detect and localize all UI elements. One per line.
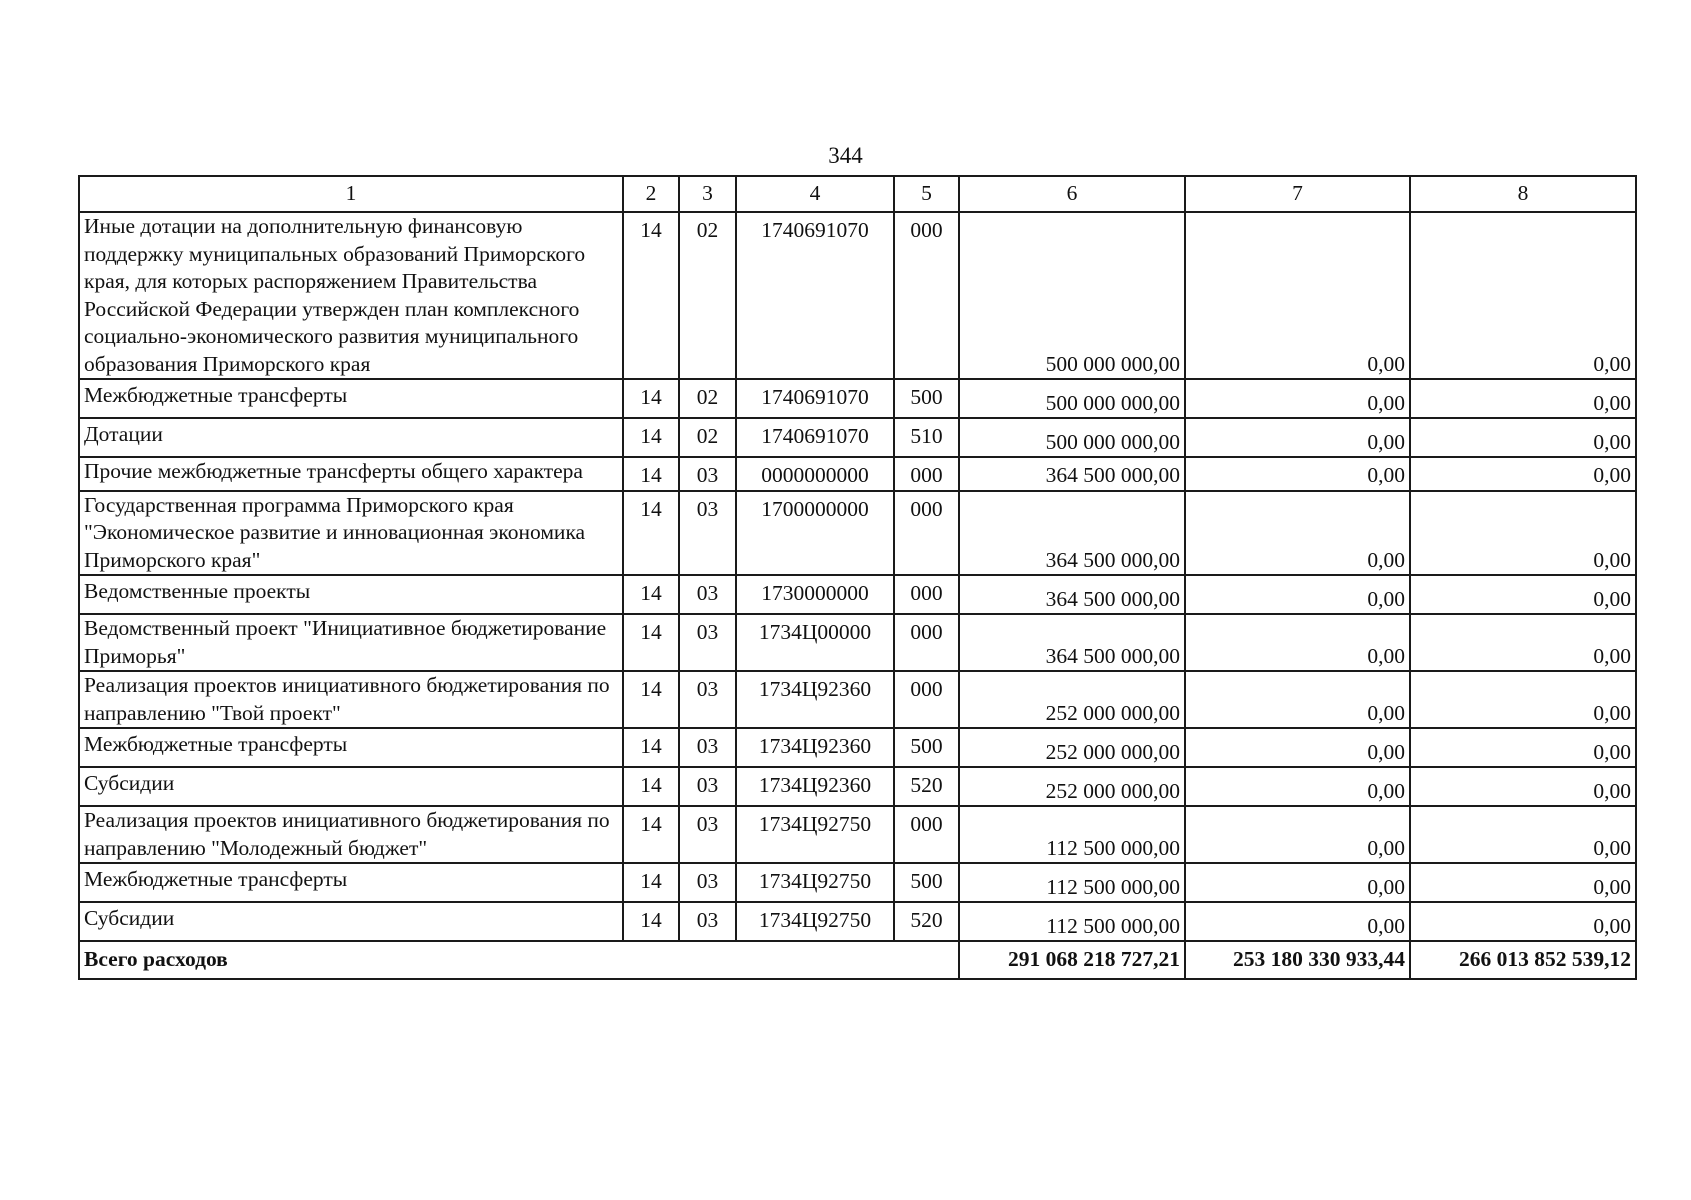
row-cell-8: 0,00 (1410, 575, 1636, 614)
row-cell-3: 03 (679, 863, 736, 902)
row-cell-7: 0,00 (1185, 212, 1410, 379)
table-row (79, 902, 1636, 941)
row-name-cell: Субсидии (79, 902, 623, 941)
row-cell-8: 0,00 (1410, 379, 1636, 418)
row-cell-2: 14 (623, 418, 679, 457)
row-cell-6: 500 000 000,00 (959, 418, 1185, 457)
row-cell-5: 500 (894, 863, 959, 902)
row-cell-7: 0,00 (1185, 806, 1410, 863)
row-cell-2: 14 (623, 614, 679, 671)
table-header (79, 176, 1636, 212)
total-cell-8: 266 013 852 539,12 (1410, 941, 1636, 979)
budget-table (78, 175, 1637, 980)
row-name-cell: Ведомственные проекты (79, 575, 623, 614)
row-cell-5: 500 (894, 728, 959, 767)
row-cell-8: 0,00 (1410, 863, 1636, 902)
row-cell-6: 364 500 000,00 (959, 457, 1185, 491)
table-row (79, 457, 1636, 491)
row-name-cell: Государственная программа Приморского края "Экономическое развитие и инновационная экономика Приморского края" (79, 491, 623, 576)
row-cell-2: 14 (623, 728, 679, 767)
row-cell-4: 1730000000 (736, 575, 894, 614)
row-cell-4: 1700000000 (736, 491, 894, 576)
row-cell-3: 03 (679, 457, 736, 491)
row-cell-7: 0,00 (1185, 671, 1410, 728)
row-cell-2: 14 (623, 767, 679, 806)
row-cell-8: 0,00 (1410, 457, 1636, 491)
row-cell-3: 03 (679, 671, 736, 728)
row-cell-5: 000 (894, 575, 959, 614)
header-cell-5: 5 (894, 176, 959, 212)
row-cell-8: 0,00 (1410, 902, 1636, 941)
row-cell-6: 500 000 000,00 (959, 379, 1185, 418)
row-cell-7: 0,00 (1185, 379, 1410, 418)
row-cell-6: 112 500 000,00 (959, 863, 1185, 902)
row-cell-2: 14 (623, 575, 679, 614)
row-cell-4: 1740691070 (736, 379, 894, 418)
row-cell-3: 02 (679, 212, 736, 379)
table-row (79, 575, 1636, 614)
row-cell-3: 02 (679, 379, 736, 418)
header-cell-4: 4 (736, 176, 894, 212)
row-cell-3: 03 (679, 614, 736, 671)
header-cell-6: 6 (959, 176, 1185, 212)
table-row (79, 418, 1636, 457)
row-cell-4: 1740691070 (736, 212, 894, 379)
row-cell-7: 0,00 (1185, 491, 1410, 576)
total-row (79, 941, 1636, 979)
row-cell-7: 0,00 (1185, 575, 1410, 614)
row-name-cell: Межбюджетные трансферты (79, 863, 623, 902)
row-cell-3: 03 (679, 491, 736, 576)
table-row (79, 614, 1636, 671)
row-cell-2: 14 (623, 806, 679, 863)
row-cell-7: 0,00 (1185, 767, 1410, 806)
row-cell-8: 0,00 (1410, 671, 1636, 728)
row-cell-4: 1734Ц92750 (736, 806, 894, 863)
row-cell-7: 0,00 (1185, 614, 1410, 671)
row-cell-3: 02 (679, 418, 736, 457)
row-cell-5: 000 (894, 212, 959, 379)
row-cell-7: 0,00 (1185, 418, 1410, 457)
row-cell-7: 0,00 (1185, 457, 1410, 491)
row-cell-4: 1734Ц92750 (736, 863, 894, 902)
row-cell-2: 14 (623, 863, 679, 902)
row-cell-2: 14 (623, 379, 679, 418)
row-cell-5: 000 (894, 457, 959, 491)
row-cell-5: 000 (894, 806, 959, 863)
row-cell-3: 03 (679, 767, 736, 806)
row-name-cell: Межбюджетные трансферты (79, 728, 623, 767)
table-body (79, 212, 1636, 941)
row-cell-5: 520 (894, 902, 959, 941)
row-cell-4: 1734Ц92360 (736, 671, 894, 728)
row-cell-3: 03 (679, 902, 736, 941)
row-cell-6: 112 500 000,00 (959, 902, 1185, 941)
row-cell-3: 03 (679, 575, 736, 614)
row-cell-4: 1734Ц92360 (736, 767, 894, 806)
row-name-cell: Межбюджетные трансферты (79, 379, 623, 418)
row-cell-6: 252 000 000,00 (959, 728, 1185, 767)
row-cell-8: 0,00 (1410, 728, 1636, 767)
row-cell-5: 000 (894, 491, 959, 576)
header-cell-3: 3 (679, 176, 736, 212)
header-cell-1: 1 (79, 176, 623, 212)
row-cell-2: 14 (623, 457, 679, 491)
row-cell-8: 0,00 (1410, 614, 1636, 671)
header-cell-7: 7 (1185, 176, 1410, 212)
header-cell-2: 2 (623, 176, 679, 212)
row-cell-6: 364 500 000,00 (959, 491, 1185, 576)
row-cell-5: 000 (894, 614, 959, 671)
row-cell-7: 0,00 (1185, 863, 1410, 902)
table-row (79, 379, 1636, 418)
row-name-cell: Субсидии (79, 767, 623, 806)
row-cell-5: 500 (894, 379, 959, 418)
row-cell-8: 0,00 (1410, 418, 1636, 457)
row-name-cell: Дотации (79, 418, 623, 457)
row-cell-8: 0,00 (1410, 212, 1636, 379)
row-name-cell: Реализация проектов инициативного бюджетирования по направлению "Твой проект" (79, 671, 623, 728)
row-cell-2: 14 (623, 671, 679, 728)
row-cell-4: 1740691070 (736, 418, 894, 457)
row-cell-6: 252 000 000,00 (959, 767, 1185, 806)
row-name-cell: Прочие межбюджетные трансферты общего характера (79, 457, 623, 491)
table-row (79, 863, 1636, 902)
page-number: 344 (828, 143, 863, 168)
row-cell-5: 520 (894, 767, 959, 806)
total-cell-7: 253 180 330 933,44 (1185, 941, 1410, 979)
row-cell-2: 14 (623, 212, 679, 379)
table-row (79, 671, 1636, 728)
row-cell-6: 500 000 000,00 (959, 212, 1185, 379)
header-cell-8: 8 (1410, 176, 1636, 212)
row-cell-5: 510 (894, 418, 959, 457)
row-name-cell: Ведомственный проект "Инициативное бюджетирование Приморья" (79, 614, 623, 671)
table-row (79, 491, 1636, 576)
row-cell-7: 0,00 (1185, 728, 1410, 767)
table-row (79, 212, 1636, 379)
row-cell-6: 252 000 000,00 (959, 671, 1185, 728)
table-row (79, 767, 1636, 806)
total-cell-6: 291 068 218 727,21 (959, 941, 1185, 979)
row-cell-6: 112 500 000,00 (959, 806, 1185, 863)
row-cell-5: 000 (894, 671, 959, 728)
row-cell-8: 0,00 (1410, 806, 1636, 863)
row-cell-7: 0,00 (1185, 902, 1410, 941)
row-name-cell: Иные дотации на дополнительную финансовую поддержку муниципальных образований Приморского края, для которых распоряжением Правительства Российской Федерации утвержден план комплексного социально-экономического развития муниципального образования Приморского края (79, 212, 623, 379)
row-cell-8: 0,00 (1410, 491, 1636, 576)
row-name-cell: Реализация проектов инициативного бюджетирования по направлению "Молодежный бюджет" (79, 806, 623, 863)
row-cell-2: 14 (623, 902, 679, 941)
row-cell-8: 0,00 (1410, 767, 1636, 806)
table-row (79, 806, 1636, 863)
header-row (79, 176, 1636, 212)
row-cell-3: 03 (679, 806, 736, 863)
row-cell-4: 1734Ц92750 (736, 902, 894, 941)
total-label: Всего расходов (79, 941, 959, 979)
row-cell-4: 1734Ц00000 (736, 614, 894, 671)
row-cell-2: 14 (623, 491, 679, 576)
row-cell-6: 364 500 000,00 (959, 614, 1185, 671)
row-cell-4: 0000000000 (736, 457, 894, 491)
row-cell-3: 03 (679, 728, 736, 767)
row-cell-4: 1734Ц92360 (736, 728, 894, 767)
row-cell-6: 364 500 000,00 (959, 575, 1185, 614)
table-row (79, 728, 1636, 767)
table-footer (79, 941, 1636, 979)
